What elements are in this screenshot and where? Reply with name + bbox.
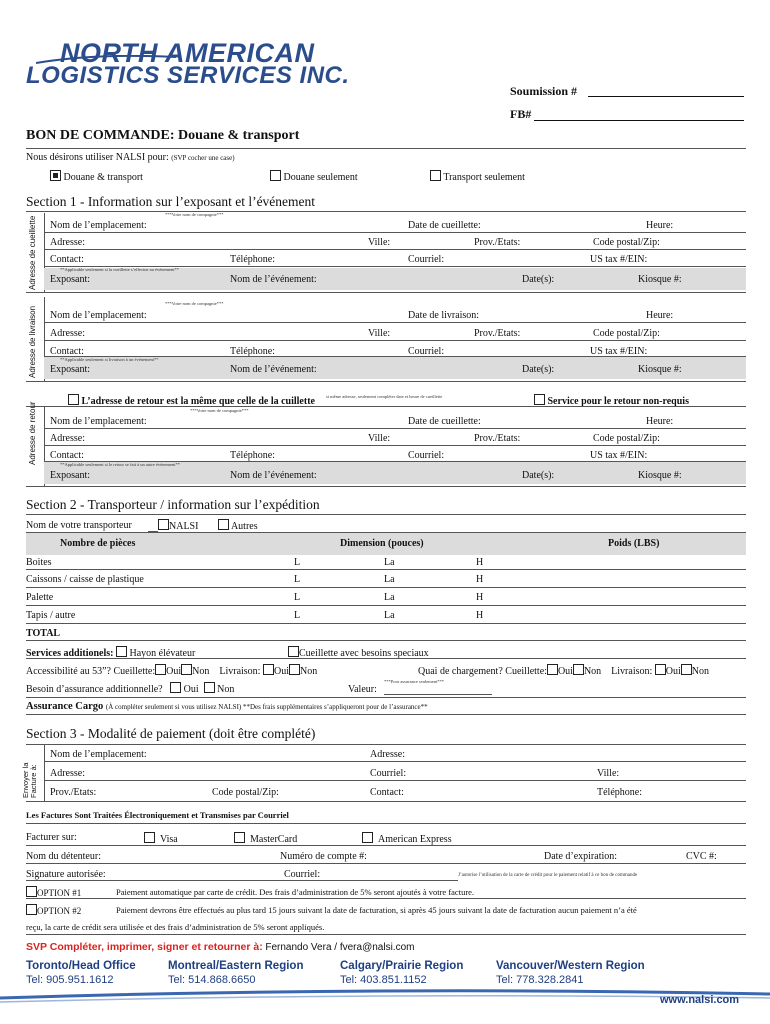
divider	[26, 697, 746, 698]
address-label: Adresse:	[50, 328, 85, 339]
inv-contact-label: Contact:	[370, 787, 404, 798]
city-label: Ville:	[368, 237, 391, 248]
divider	[26, 823, 746, 824]
dock-quai-row: Quai de chargement? Cueillette: Oui Non Livraison: Oui Non	[418, 666, 710, 677]
email-label: Courriel:	[408, 346, 445, 357]
cargo-insurance: Assurance Cargo (À compléter seulement si vous utilisez NALSI) **Des frais supplémentaires s’appliqueront pour de l’assurance**	[26, 701, 428, 712]
phone-label: Téléphone:	[230, 450, 275, 461]
checkbox[interactable]	[116, 646, 127, 657]
checkbox[interactable]	[234, 832, 245, 843]
kiosk-label: Kiosque #:	[638, 364, 682, 375]
divider	[26, 845, 746, 846]
col-weight: Poids (LBS)	[608, 538, 660, 549]
inv-address-label: Adresse:	[370, 749, 405, 760]
signature-line[interactable]	[26, 880, 458, 881]
row-label: Boites	[26, 557, 52, 568]
divider	[26, 658, 746, 659]
prov-label: Prov./Etats:	[474, 433, 521, 444]
footer-cta-row	[26, 941, 414, 954]
event-label: Nom de l’événement:	[230, 364, 317, 375]
side-label-return: Adresse de retour	[28, 401, 37, 465]
option2[interactable]: OPTION #2	[26, 904, 81, 917]
row-label: Tapis / autre	[26, 610, 76, 621]
phone-label: Téléphone:	[230, 254, 275, 265]
dates-label: Date(s):	[522, 470, 555, 481]
contact-label: Contact:	[50, 450, 84, 461]
event-label: Nom de l’événement:	[230, 274, 317, 285]
phone-label: Téléphone:	[230, 346, 275, 357]
inv-city-label: Ville:	[597, 768, 620, 779]
option2-text2: reçu, la carte de crédit sera utilisée et des frais d’administration de 5% seront appliqués.	[26, 922, 325, 932]
checkbox[interactable]	[681, 664, 692, 675]
expiry-label: Date d’expiration:	[544, 851, 618, 862]
option1-text: Paiement automatique par carte de crédit. Des frais d’administration de 5% seront ajoutés à votre facture.	[116, 887, 475, 897]
value-label: Valeur:	[348, 684, 377, 695]
checkbox[interactable]	[68, 394, 79, 405]
dim-h: H	[476, 592, 484, 603]
checkbox[interactable]	[534, 394, 545, 405]
electronic-note: Les Factures Sont Traitées Électroniquement et Transmises par Courriel	[26, 810, 289, 820]
checkbox[interactable]	[263, 664, 274, 675]
checkbox[interactable]	[26, 904, 37, 915]
divider	[26, 381, 746, 382]
section3-title: Section 3 - Modalité de paiement (doit être complété)	[26, 726, 316, 741]
inv-prov-label: Prov./Etats:	[50, 787, 97, 798]
field-line[interactable]	[26, 863, 746, 864]
dim-l: L	[294, 557, 301, 568]
checkbox[interactable]	[288, 646, 299, 657]
logo-line1: NORTH AMERICAN	[60, 38, 315, 68]
company-note: ***Votre nom de compagnie***	[190, 408, 249, 413]
footer-swoosh	[0, 984, 770, 1014]
option2-text: Paiement devrons être effectués au plus tard 15 jours suivant la date de facturation, si après 45 jours suivant la date de facturation aucun paiement n’a été	[116, 905, 637, 915]
divider	[26, 406, 746, 407]
dim-l: L	[294, 574, 301, 585]
carrier-nalsi[interactable]: NALSI	[158, 519, 198, 533]
office-tel: Tel: 905.951.1612	[26, 974, 114, 986]
website-link[interactable]: www.nalsi.com	[660, 994, 740, 1006]
option-douane-transport[interactable]: Douane & transport	[50, 170, 143, 184]
checkbox[interactable]	[170, 682, 181, 693]
tax-label: US tax #/EIN:	[590, 346, 648, 357]
divider	[26, 744, 746, 745]
location-label: Nom de l’emplacement:	[50, 220, 147, 231]
inv-phone-label: Téléphone:	[597, 787, 642, 798]
field-line[interactable]	[44, 322, 746, 323]
insurance-note: ***Pour assurance seulement***	[384, 679, 444, 684]
dates-label: Date(s):	[522, 364, 555, 375]
divider	[26, 514, 746, 515]
exhibitor-label: Exposant:	[50, 470, 90, 481]
side-label-invoice: Envoyer la Facture à:	[21, 762, 38, 798]
inv-address2-label: Adresse:	[50, 768, 85, 779]
option-transport[interactable]: Transport seulement	[430, 170, 525, 184]
dim-h: H	[476, 557, 484, 568]
postal-label: Code postal/Zip:	[593, 237, 660, 248]
time-label: Heure:	[646, 220, 674, 231]
address-label: Adresse:	[50, 433, 85, 444]
office-tel: Tel: 514.868.6650	[168, 974, 256, 986]
divider	[26, 486, 746, 487]
note-pickup: **Applicable seulement si la cueillette s’effectue au événement**	[60, 267, 179, 272]
signature-label: Signature autorisée:	[26, 869, 106, 880]
footer-contact[interactable]: Fernando Vera / fvera@nalsi.com	[265, 942, 415, 953]
row-label: Caissons / caisse de plastique	[26, 574, 144, 585]
divider	[26, 292, 746, 293]
note-return: **Applicable seulement si le retour se fait à un autre événement**	[60, 462, 180, 467]
section2-title: Section 2 - Transporteur / information sur l’expédition	[26, 497, 320, 512]
carrier-others[interactable]: Autres	[218, 519, 258, 533]
services-row: Services additionels: Hayon élévateur	[26, 648, 196, 659]
logo-swoosh	[36, 55, 176, 65]
checkbox[interactable]	[655, 664, 666, 675]
divider	[26, 640, 746, 641]
divider	[26, 898, 746, 899]
office-city: Calgary/Prairie Region	[340, 960, 464, 972]
mastercard-option[interactable]: MasterCard	[234, 832, 297, 846]
checkbox[interactable]	[181, 664, 192, 675]
company-note: ***Votre nom de compagnie***	[165, 301, 224, 306]
divider	[26, 934, 746, 935]
page-title: BON DE COMMANDE: Douane & transport	[26, 128, 300, 143]
prov-label: Prov./Etats:	[474, 328, 521, 339]
note-delivery: **Applicable seulement si livraison à un événement**	[60, 357, 159, 362]
email-label: Courriel:	[408, 254, 445, 265]
checkbox[interactable]	[144, 832, 155, 843]
return-same-note: si même adresse, seulement compléter date et heure de cueillette	[326, 394, 443, 399]
divider	[26, 801, 746, 802]
side-label-pickup: Adresse de cueillette	[28, 215, 37, 290]
city-label: Ville:	[368, 433, 391, 444]
field-line[interactable]	[44, 780, 746, 781]
col-dimension: Dimension (pouces)	[340, 538, 424, 549]
row-line[interactable]	[26, 623, 746, 624]
field-line[interactable]	[44, 445, 746, 446]
holder-label: Nom du détenteur:	[26, 851, 101, 862]
insurance-row: Besoin d’assurance additionnelle? Oui Non	[26, 684, 235, 695]
return-same-option[interactable]: L’adresse de retour est la même que celle de la cuillette	[68, 394, 315, 408]
fb-line[interactable]	[534, 120, 744, 121]
checkbox[interactable]	[547, 664, 558, 675]
option1[interactable]: OPTION #1	[26, 886, 81, 899]
row-label: Palette	[26, 592, 54, 603]
row-line[interactable]	[26, 587, 746, 588]
inv-email-label: Courriel:	[370, 768, 407, 779]
exhibitor-label: Exposant:	[50, 364, 90, 375]
logo-line2: LOGISTICS SERVICES INC.	[26, 62, 350, 89]
section1-title: Section 1 - Information sur l’exposant et l’événement	[26, 194, 316, 209]
dim-l: L	[294, 610, 301, 621]
footer-cta: SVP Compléter, imprimer, signer et retourner à:	[26, 941, 263, 953]
checkbox[interactable]	[270, 170, 281, 181]
office-tel: Tel: 778.328.2841	[496, 974, 584, 986]
block-border	[44, 744, 45, 802]
account-label: Numéro de compte #:	[280, 851, 367, 862]
field-line[interactable]	[44, 428, 746, 429]
office-city: Montreal/Eastern Region	[168, 960, 304, 972]
authorize-note: J’autorise l’utilisation de la carte de crédit pour le paiement relatif à ce bon de commande	[458, 873, 638, 878]
dim-la: La	[384, 574, 395, 585]
exhibitor-label: Exposant:	[50, 274, 90, 285]
date-pickup-label: Date de cueillette:	[408, 220, 481, 231]
divider	[26, 148, 746, 149]
dim-la: La	[384, 610, 395, 621]
time-label: Heure:	[646, 310, 674, 321]
checkbox[interactable]	[218, 519, 229, 530]
total-label: TOTAL	[26, 628, 61, 639]
visa-option[interactable]: Visa	[144, 832, 178, 846]
inv-postal-label: Code postal/Zip:	[212, 787, 279, 798]
dates-label: Date(s):	[522, 274, 555, 285]
cvc-label: CVC #:	[686, 851, 717, 862]
dim-la: La	[384, 592, 395, 603]
time-label: Heure:	[646, 416, 674, 427]
bill-to-label: Facturer sur:	[26, 832, 77, 843]
checkbox[interactable]	[362, 832, 373, 843]
office-tel: Tel: 403.851.1152	[340, 974, 427, 986]
carrier-label: Nom de votre transporteur	[26, 520, 132, 531]
dim-l: L	[294, 592, 301, 603]
sig-email-label: Courriel:	[284, 869, 321, 880]
desire-label: Nous désirons utiliser NALSI pour: (SVP cocher une case)	[26, 152, 235, 163]
option-douane[interactable]: Douane seulement	[270, 170, 358, 184]
field-line[interactable]	[44, 340, 746, 341]
fb-label: FB#	[510, 107, 532, 121]
checkbox[interactable]	[573, 664, 584, 675]
checkbox[interactable]	[26, 886, 37, 897]
dim-h: H	[476, 610, 484, 621]
address-label: Adresse:	[50, 237, 85, 248]
row-line[interactable]	[26, 569, 746, 570]
checkbox[interactable]	[430, 170, 441, 181]
postal-label: Code postal/Zip:	[593, 433, 660, 444]
contact-label: Contact:	[50, 346, 84, 357]
date-delivery-label: Date de livraison:	[408, 310, 480, 321]
kiosk-label: Kiosque #:	[638, 274, 682, 285]
amex-option[interactable]: American Express	[362, 832, 452, 846]
location-label: Nom de l’emplacement:	[50, 416, 147, 427]
event-label: Nom de l’événement:	[230, 470, 317, 481]
field-line[interactable]	[44, 761, 746, 762]
field-line[interactable]	[44, 249, 746, 250]
city-label: Ville:	[368, 328, 391, 339]
contact-label: Contact:	[50, 254, 84, 265]
office-city: Vancouver/Western Region	[496, 960, 645, 972]
location-label: Nom de l’emplacement:	[50, 310, 147, 321]
prov-label: Prov./Etats:	[474, 237, 521, 248]
soumission-line[interactable]	[588, 96, 744, 97]
value-line[interactable]	[384, 694, 492, 695]
col-pieces: Nombre de pièces	[60, 538, 136, 549]
special-pickup-option[interactable]: Cueillette avec besoins speciaux	[288, 646, 429, 660]
checkbox[interactable]	[204, 682, 215, 693]
email-label: Courriel:	[408, 450, 445, 461]
postal-label: Code postal/Zip:	[593, 328, 660, 339]
divider	[26, 211, 746, 212]
tax-label: US tax #/EIN:	[590, 450, 648, 461]
dock53-row: Accessibilité au 53”? Cueillette: Oui Non Livraison: Oui Non	[26, 666, 318, 677]
checkbox-checked[interactable]	[50, 170, 61, 181]
field-line[interactable]	[44, 232, 746, 233]
tax-label: US tax #/EIN:	[590, 254, 648, 265]
soumission-label: Soumission #	[510, 84, 578, 98]
dim-h: H	[476, 574, 484, 585]
checkbox[interactable]	[158, 519, 169, 530]
inv-location-label: Nom de l’emplacement:	[50, 749, 147, 760]
return-not-required-option[interactable]: Service pour le retour non-requis	[534, 394, 689, 408]
divider	[26, 714, 746, 715]
company-note: ***Votre nom de compagnie***	[165, 212, 224, 217]
date-pickup-label: Date de cueillette:	[408, 416, 481, 427]
kiosk-label: Kiosque #:	[638, 470, 682, 481]
side-label-delivery: Adresse de livraison	[28, 305, 37, 378]
dim-la: La	[384, 557, 395, 568]
checkbox[interactable]	[289, 664, 300, 675]
row-line[interactable]	[26, 605, 746, 606]
checkbox[interactable]	[155, 664, 166, 675]
office-city: Toronto/Head Office	[26, 960, 136, 972]
